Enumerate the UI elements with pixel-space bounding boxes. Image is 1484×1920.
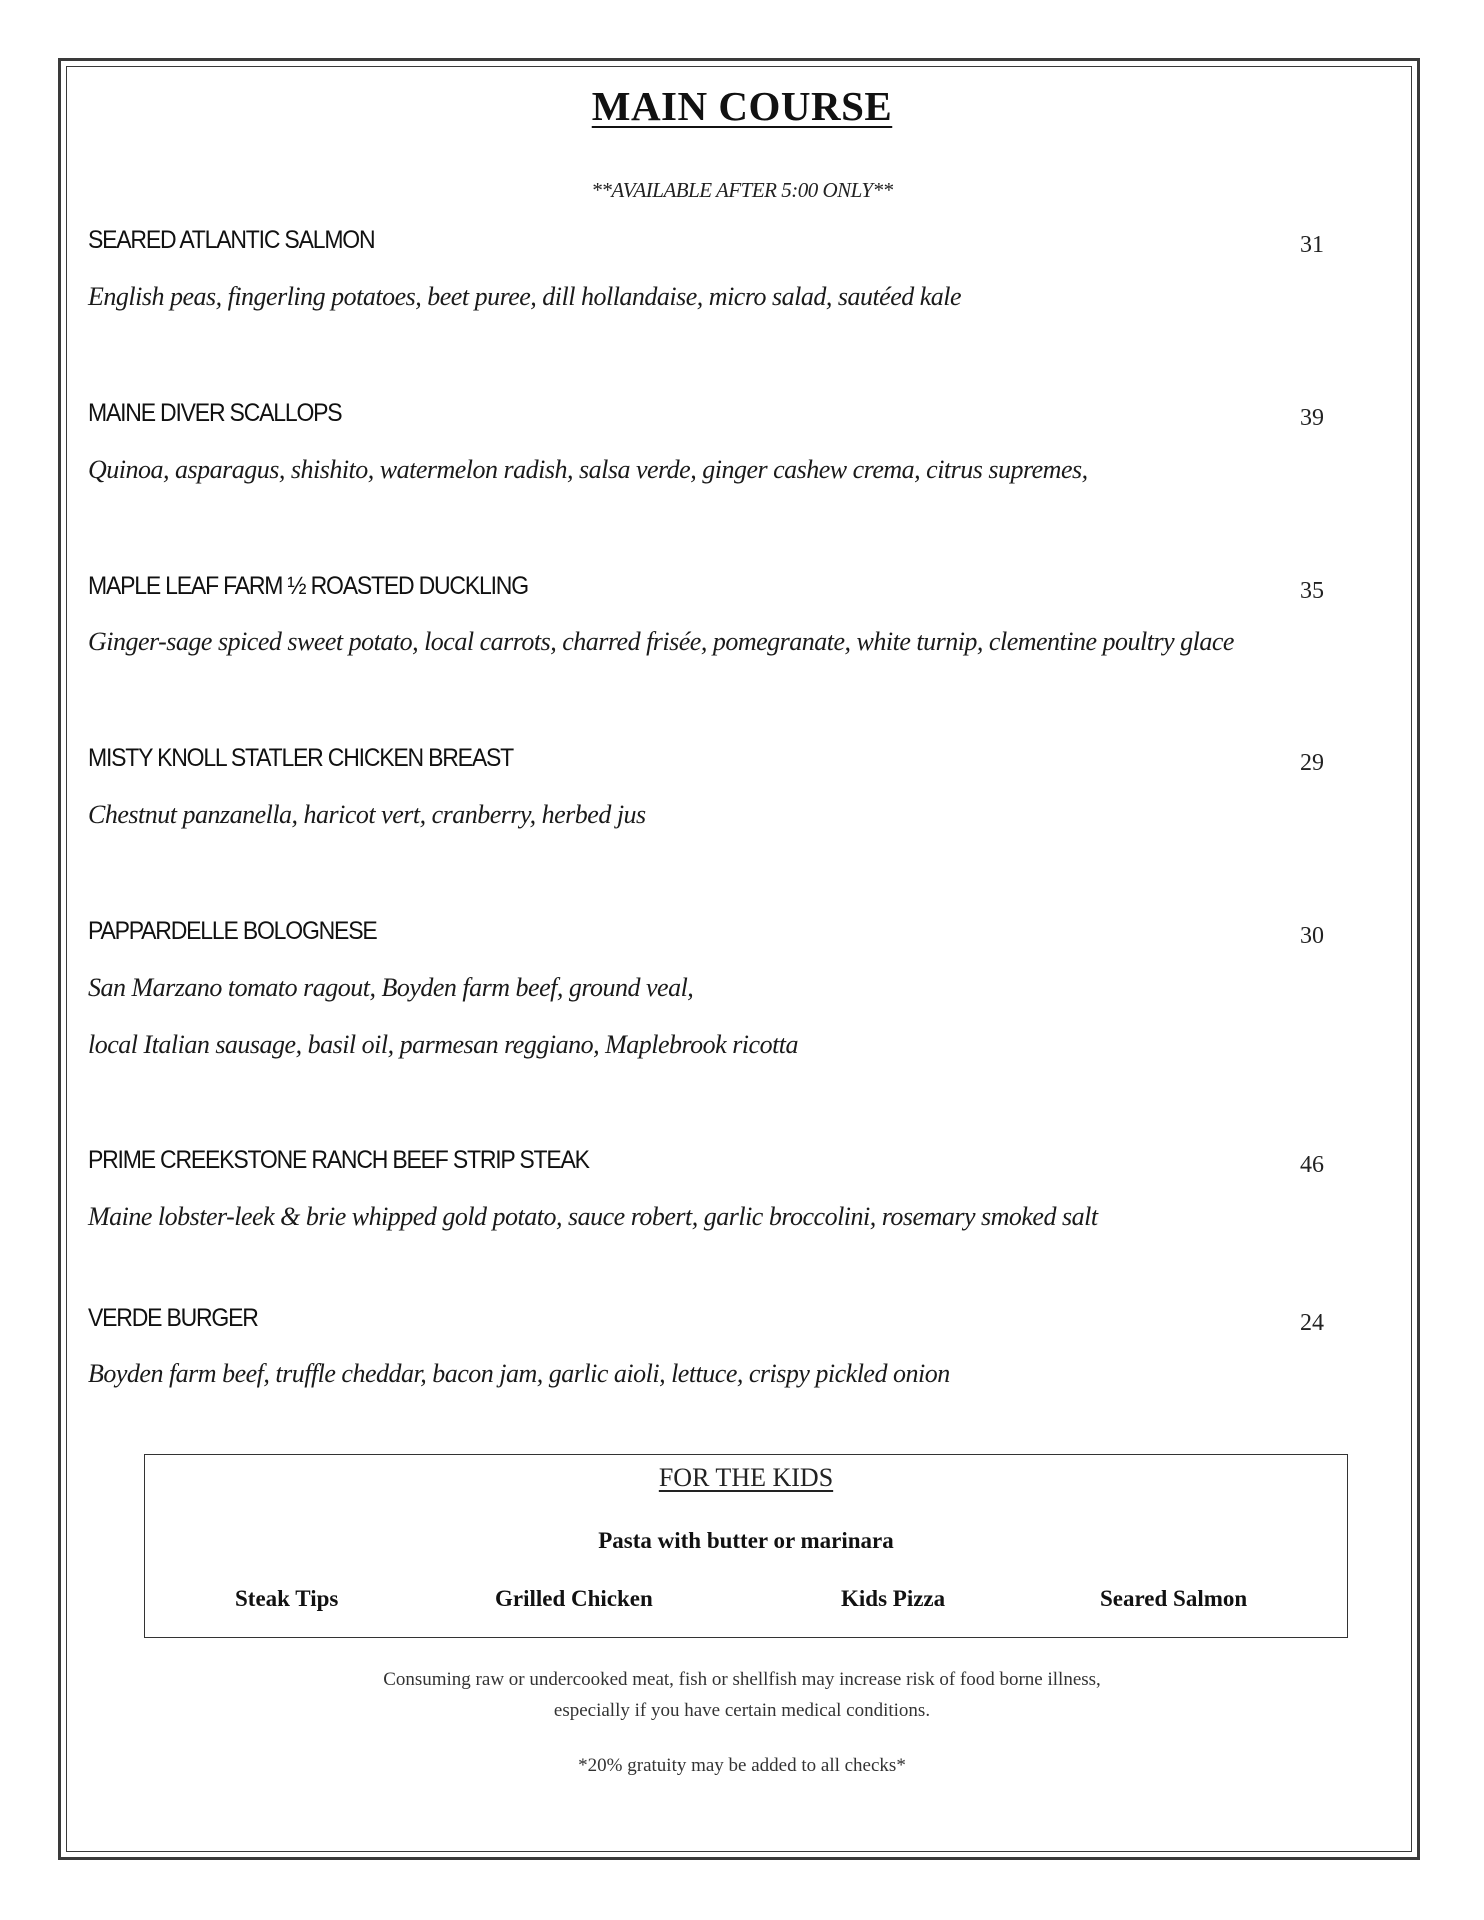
- menu-item-name: PAPPARDELLE BOLOGNESE: [88, 917, 377, 945]
- food-safety-warning: Consuming raw or undercooked meat, fish or shellfish may increase risk of food borne illness,: [383, 1669, 1101, 1690]
- menu-item-description: local Italian sausage, basil oil, parmesan reggiano, Maplebrook ricotta: [88, 1030, 799, 1059]
- kids-option: Kids Pizza: [841, 1586, 946, 1611]
- menu-item-name: MAPLE LEAF FARM ½ ROASTED DUCKLING: [88, 572, 528, 600]
- gratuity-note: *20% gratuity may be added to all checks*: [578, 1755, 906, 1776]
- menu-item-name: VERDE BURGER: [88, 1304, 258, 1332]
- menu-item-description: San Marzano tomato ragout, Boyden farm beef, ground veal,: [88, 973, 694, 1002]
- food-safety-warning-cont: especially if you have certain medical conditions.: [553, 1700, 931, 1721]
- kids-menu-box: [144, 1454, 1348, 1638]
- page-title: MAIN COURSE: [591, 83, 893, 129]
- menu-item-description: Chestnut panzanella, haricot vert, cranberry, herbed jus: [88, 800, 646, 829]
- menu-item-price: 29: [1300, 750, 1324, 776]
- menu-item-description: Ginger-sage spiced sweet potato, local carrots, charred frisée, pomegranate, white turnip, clementine poultry glace: [88, 627, 1234, 656]
- menu-item-name: MISTY KNOLL STATLER CHICKEN BREAST: [88, 744, 513, 772]
- menu-item-price: 30: [1300, 923, 1324, 949]
- menu-item-description: Maine lobster-leek & brie whipped gold potato, sauce robert, garlic broccolini, rosemary smoked salt: [88, 1202, 1098, 1231]
- menu-item-price: 31: [1300, 232, 1324, 258]
- menu-item-price: 35: [1300, 578, 1324, 604]
- menu-item-name: SEARED ATLANTIC SALMON: [88, 226, 375, 254]
- kids-menu-title: FOR THE KIDS: [658, 1463, 834, 1492]
- menu-item-price: 24: [1300, 1310, 1324, 1336]
- availability-note: **AVAILABLE AFTER 5:00 ONLY**: [591, 178, 893, 202]
- kids-menu-pasta: Pasta with butter or marinara: [598, 1528, 894, 1553]
- kids-option: Grilled Chicken: [495, 1586, 653, 1611]
- kids-option: Seared Salmon: [1100, 1586, 1248, 1611]
- menu-item-price: 46: [1300, 1152, 1324, 1178]
- menu-item-name: PRIME CREEKSTONE RANCH BEEF STRIP STEAK: [88, 1146, 589, 1174]
- menu-item-description: English peas, fingerling potatoes, beet puree, dill hollandaise, micro salad, sautéed kale: [88, 282, 962, 311]
- menu-item-description: Boyden farm beef, truffle cheddar, bacon jam, garlic aioli, lettuce, crispy pickled onion: [88, 1359, 950, 1388]
- kids-option: Steak Tips: [235, 1586, 339, 1611]
- menu-item-price: 39: [1300, 405, 1324, 431]
- menu-item-name: MAINE DIVER SCALLOPS: [88, 399, 342, 427]
- menu-item-description: Quinoa, asparagus, shishito, watermelon radish, salsa verde, ginger cashew crema, citrus supremes,: [88, 455, 1088, 484]
